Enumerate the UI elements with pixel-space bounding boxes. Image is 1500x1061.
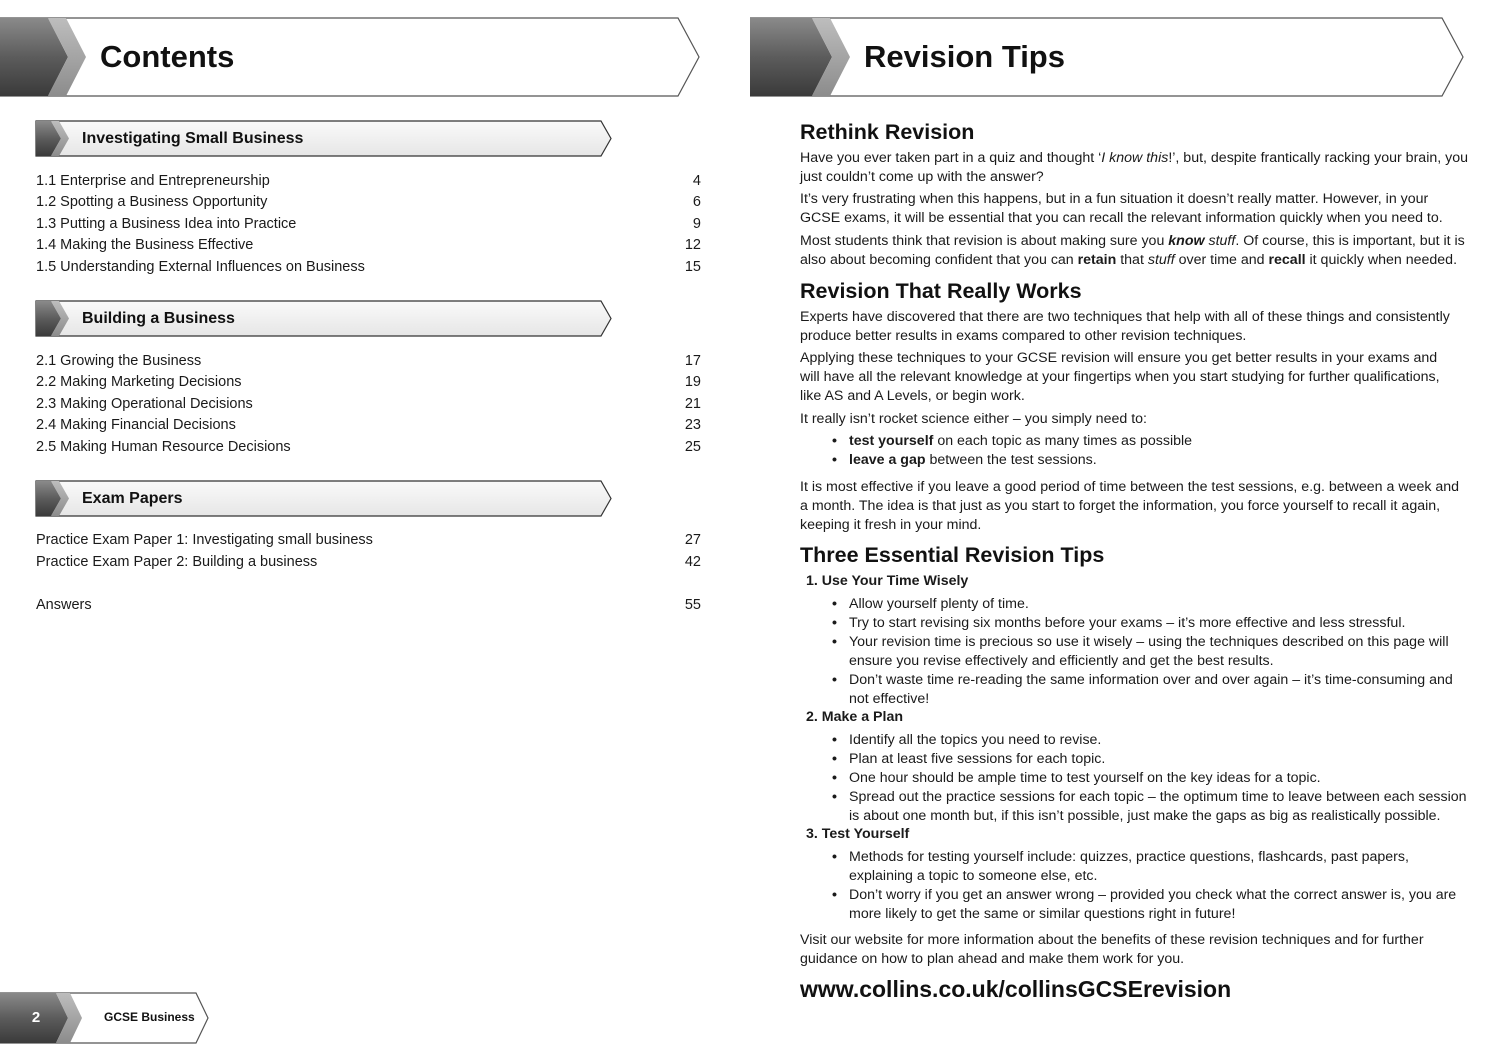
bullet-text: Spread out the practice sessions for each topic – the optimum time to leave between each session is about one month but, if this isn’t possible, just make the gaps as big as realistically possible.	[849, 789, 1467, 824]
text-run: on each topic as many times as possible	[933, 433, 1193, 449]
text-run: . Of course, this is important, but it is also about becoming confident that you can	[800, 233, 1465, 268]
section-label: Investigating Small Business	[82, 130, 304, 147]
toc-item-page: 23	[684, 417, 701, 433]
bullet-item	[832, 633, 1467, 671]
text-run-bold: test yourself	[849, 433, 934, 449]
bullet-icon: •	[832, 751, 837, 767]
bullet-item	[832, 750, 1467, 769]
bullet-item	[832, 886, 1467, 924]
bullet-item	[832, 614, 1467, 633]
toc-item-title: 1.5 Understanding External Influences on Business	[36, 259, 365, 275]
text-run-bold-italic: know	[1168, 233, 1205, 249]
bullet-text: Identify all the topics you need to revise.	[849, 732, 1102, 748]
text-run-italic: stuff	[1208, 233, 1236, 249]
bullet-icon: •	[832, 615, 837, 631]
toc-item-page: 9	[692, 216, 701, 232]
toc-item-page: 25	[684, 439, 701, 455]
heading-three-tips: Three Essential Revision Tips	[800, 543, 1105, 567]
toc-item-title: 2.3 Making Operational Decisions	[36, 396, 253, 412]
section-label: Exam Papers	[82, 490, 183, 507]
bullet-text: One hour should be ample time to test yourself on the key ideas for a topic.	[849, 770, 1321, 786]
bullet-text: Your revision time is precious so use it wisely – using the techniques described on this page will ensure you revise effectively and efficiently and get the best results.	[849, 634, 1449, 669]
revision-tips-header-banner	[750, 17, 1466, 97]
heading-revision-that-works: Revision That Really Works	[800, 279, 1082, 303]
toc-item-title: 1.2 Spotting a Business Opportunity	[36, 194, 268, 210]
header-arrow-shape	[750, 17, 1466, 97]
toc-item-title: Practice Exam Paper 2: Building a business	[36, 554, 318, 570]
bullet-icon: •	[832, 433, 837, 449]
toc-item[interactable]	[36, 415, 701, 435]
toc-item-title: 1.4 Making the Business Effective	[36, 237, 254, 253]
page-number: 2	[31, 1009, 41, 1026]
text-run-italic: stuff	[1147, 252, 1175, 268]
bullet-item	[832, 451, 1449, 470]
toc-item-title: 2.4 Making Financial Decisions	[36, 417, 236, 433]
tip-heading: 3. Test Yourself	[806, 826, 910, 842]
paragraph: It really isn’t rocket science either – you simply need to:	[800, 411, 1147, 427]
paragraph: It’s very frustrating when this happens, but in a fun situation it doesn’t really matter. However, in your GCSE exams, it will be essential that you can recall the relevant information quickly when you need to.	[800, 191, 1443, 226]
bullet-item	[832, 432, 1449, 451]
toc-item-page: 21	[684, 396, 701, 412]
toc-item-page: 4	[692, 173, 701, 189]
section-header-exam-papers	[35, 480, 615, 518]
tip-heading: 1. Use Your Time Wisely	[806, 573, 969, 589]
text-run: that	[1116, 252, 1148, 268]
toc-item-title: 1.1 Enterprise and Entrepreneurship	[36, 173, 270, 189]
toc-item[interactable]	[36, 171, 701, 191]
toc-item[interactable]	[36, 394, 701, 414]
bullet-text: Don’t worry if you get an answer wrong – provided you check what the correct answer is, you are more likely to get the same or similar questions right in future!	[849, 887, 1457, 922]
toc-item-page: 27	[684, 532, 701, 548]
toc-item[interactable]	[36, 351, 701, 371]
book-title: GCSE Business	[104, 1010, 195, 1024]
text-run-bold: leave a gap	[849, 452, 926, 468]
text-run: it quickly when needed.	[1305, 252, 1458, 268]
bullet-icon: •	[832, 849, 837, 865]
toc-item-title: 2.1 Growing the Business	[36, 353, 202, 369]
paragraph: It is most effective if you leave a good period of time between the test sessions, e.g. between a week and a month. The idea is that just as you start to forget the information, you force yourself to recall it again, keeping it fresh in your mind.	[800, 479, 1460, 533]
toc-item[interactable]	[36, 372, 701, 392]
text-run-italic: I know this	[1101, 150, 1169, 166]
text-run: over time and	[1174, 252, 1269, 268]
heading-rethink-revision: Rethink Revision	[800, 120, 975, 144]
toc-item-page: 19	[684, 374, 701, 390]
toc-item[interactable]	[36, 530, 701, 550]
bullet-icon: •	[832, 732, 837, 748]
toc-item[interactable]	[36, 257, 701, 277]
toc-item-answers[interactable]	[36, 595, 701, 615]
bullet-icon: •	[832, 770, 837, 786]
bullet-item	[832, 848, 1449, 886]
toc-item[interactable]	[36, 192, 701, 212]
toc-item-page: 55	[684, 597, 701, 613]
paragraph: Experts have discovered that there are two techniques that help with all of these things and consistently produce better results in exams compared to other revision techniques.	[800, 309, 1450, 344]
website-link[interactable]: www.collins.co.uk/collinsGCSErevision	[800, 976, 1232, 1002]
bullet-text: Methods for testing yourself include: quizzes, practice questions, flashcards, past papers, explaining a topic to someone else, etc.	[849, 849, 1409, 884]
bullet-text: Allow yourself plenty of time.	[849, 596, 1029, 612]
toc-item-title: 2.5 Making Human Resource Decisions	[36, 439, 291, 455]
bullet-item	[832, 788, 1467, 826]
section-header-investigating	[35, 120, 615, 158]
bullet-text: Don’t waste time re-reading the same information over and over again – it’s time-consuming and not effective!	[849, 672, 1453, 707]
page-title: Contents	[100, 39, 235, 74]
bullet-text: Plan at least five sessions for each topic.	[849, 751, 1106, 767]
toc-item-page: 42	[684, 554, 701, 570]
toc-item-page: 6	[692, 194, 701, 210]
toc-item-title: Practice Exam Paper 1: Investigating small business	[36, 532, 373, 548]
bullet-icon: •	[832, 596, 837, 612]
paragraph	[800, 149, 1468, 187]
bullet-item	[832, 671, 1467, 709]
toc-item-page: 15	[684, 259, 701, 275]
bullet-icon: •	[832, 634, 837, 650]
section-header-building	[35, 300, 615, 338]
tip-heading: 2. Make a Plan	[806, 709, 903, 725]
toc-item[interactable]	[36, 235, 701, 255]
bullet-icon: •	[832, 789, 837, 805]
paragraph	[800, 232, 1468, 270]
toc-item-title: Answers	[36, 597, 92, 613]
toc-item-title: 2.2 Making Marketing Decisions	[36, 374, 242, 390]
paragraph: Visit our website for more information about the benefits of these revision techniques and for further guidance on how to plan ahead and make them work for you.	[800, 932, 1424, 967]
text-run: between the test sessions.	[925, 452, 1097, 468]
text-run-bold: recall	[1268, 252, 1306, 268]
text-run: !’, but, despite frantically racking your brain, you just couldn’t come up with the answer?	[800, 150, 1468, 185]
contents-header-banner	[0, 17, 702, 97]
bullet-icon: •	[832, 887, 837, 903]
bullet-icon: •	[832, 672, 837, 688]
toc-item[interactable]	[36, 214, 701, 234]
bullet-text: Try to start revising six months before your exams – it’s more effective and less stressful.	[849, 615, 1406, 631]
bullet-item	[832, 731, 1467, 750]
toc-item[interactable]	[36, 552, 701, 572]
bullet-item	[832, 595, 1467, 614]
toc-item[interactable]	[36, 437, 701, 457]
bullet-icon: •	[832, 452, 837, 468]
toc-item-title: 1.3 Putting a Business Idea into Practice	[36, 216, 297, 232]
text-run: Have you ever taken part in a quiz and thought ‘	[800, 150, 1102, 166]
toc-item-page: 12	[684, 237, 701, 253]
section-label: Building a Business	[82, 310, 235, 327]
text-run-bold: retain	[1077, 252, 1117, 268]
bullet-item	[832, 769, 1467, 788]
text-run: Most students think that revision is about making sure you	[800, 233, 1169, 249]
toc-item-page: 17	[684, 353, 701, 369]
page-title: Revision Tips	[864, 39, 1065, 74]
page-footer	[0, 992, 212, 1044]
paragraph: Applying these techniques to your GCSE revision will ensure you get better results in your exams and will have all the relevant knowledge at your fingertips when you start studying for further qualifications, like AS and A Levels, or begin work.	[800, 350, 1440, 404]
